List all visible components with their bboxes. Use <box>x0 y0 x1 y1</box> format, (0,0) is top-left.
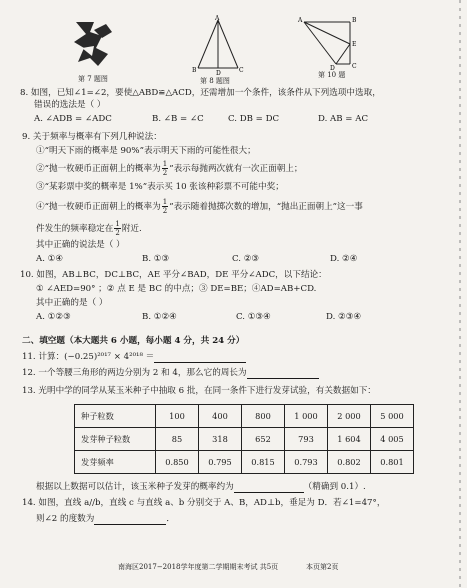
q9-statement-2-text: ②“抛一枚硬币正面朝上的概率为 <box>36 164 161 174</box>
q9-option-b: B. ①③ <box>142 254 170 264</box>
q13-conclusion <box>36 482 366 493</box>
q10-option-a: A. ①②③ <box>36 312 71 322</box>
figure-8-caption: 第 8 题图 <box>200 77 230 85</box>
figure-10-caption: 第 10 题 <box>318 71 346 79</box>
table-cell: 0.793 <box>285 451 328 474</box>
seed-table <box>74 404 414 474</box>
q9-option-a: A. ①④ <box>36 254 64 264</box>
table-cell: 85 <box>156 428 199 451</box>
q10-option-d: D. ②③④ <box>326 312 362 322</box>
answer-blank[interactable] <box>94 524 166 525</box>
svg-text:D: D <box>330 65 335 70</box>
table-cell: 0.802 <box>328 451 371 474</box>
table-cell: 400 <box>199 405 242 428</box>
q12 <box>22 368 319 379</box>
section-2-title: 二、填空题（本大题共 6 小题，每小题 4 分，共 24 分） <box>22 336 245 346</box>
fraction-one-half: $\frac{1}{2}$ <box>162 198 168 215</box>
table-cell: 1 000 <box>285 405 328 428</box>
figure-7-drawing <box>68 18 128 70</box>
q13-precision-note: （精确到 0.1）. <box>303 482 366 492</box>
table-cell: 0.801 <box>371 451 414 474</box>
table-cell: 0.815 <box>242 451 285 474</box>
q8-option-a: A. ∠ADB = ∠ADC <box>34 114 112 124</box>
q13: 13. 光明中学的同学从某玉米种子中抽取 6 批，在同一条件下进行发芽试验，有关数据如下： <box>22 386 376 396</box>
q9-statement-1: ①“明天下雨的概率是 90%”表示明天下雨的可能性很大； <box>36 146 256 156</box>
q14-end: ． <box>166 514 175 524</box>
svg-text:C: C <box>239 67 244 74</box>
q14-line-2 <box>36 514 175 525</box>
q9-statement-2-tail: ”表示每抛两次就有一次正面朝上； <box>169 164 303 174</box>
fraction-one-half: $\frac{1}{2}$ <box>162 160 168 177</box>
binding-edge-marks <box>457 0 463 588</box>
table-cell: 652 <box>242 428 285 451</box>
svg-text:D: D <box>216 70 221 76</box>
q11 <box>22 352 246 363</box>
table-cell: 4 005 <box>371 428 414 451</box>
q10-stem: 10. 如图，AB⊥BC，DC⊥BC，AE 平分∠BAD，DE 平分∠ADC，以下结论： <box>20 270 327 280</box>
svg-text:B: B <box>192 67 197 74</box>
q8-stem-2: 错误的选法是（ ） <box>34 100 106 110</box>
svg-text:B: B <box>352 17 357 24</box>
q8-option-c: C. DB = DC <box>228 114 280 124</box>
q9-statement-2 <box>36 160 303 177</box>
table-cell: 1 604 <box>328 428 371 451</box>
table-cell: 5 000 <box>371 405 414 428</box>
table-cell: 0.850 <box>156 451 199 474</box>
q8-option-b: B. ∠B = ∠C <box>152 114 204 124</box>
q14-line-1: 14. 如图，直线 a//b，直线 c 与直线 a、b 分别交于 A、B，AD⊥b，垂足为 D．若∠1=47°， <box>22 498 386 508</box>
answer-blank[interactable] <box>234 492 304 493</box>
answer-blank[interactable] <box>154 362 246 363</box>
q9-statement-4-cont-text: 件发生的频率稳定在 <box>36 224 114 234</box>
table-header-cell: 发芽频率 <box>75 451 156 474</box>
fraction-one-half: $\frac{1}{2}$ <box>115 220 120 237</box>
q9-option-d: D. ②④ <box>330 254 358 264</box>
q9-statement-4 <box>36 198 363 215</box>
q10-ask: 其中正确的是（ ） <box>36 298 108 308</box>
q13-conclusion-text: 根据以上数据可以估计，该玉米种子发芽的概率约为 <box>36 482 234 492</box>
q8-stem: 8. 如图，已知∠1=∠2，要使△ABD≌△ACD，还需增加一个条件，该条件从下列选项中选取， <box>20 88 381 98</box>
svg-text:A: A <box>215 15 220 22</box>
table-cell: 0.795 <box>199 451 242 474</box>
table-row <box>75 405 414 428</box>
figure-10-drawing <box>296 14 360 70</box>
figure-7-caption: 第 7 题图 <box>78 75 108 83</box>
table-row <box>75 428 414 451</box>
q9-statement-4-cont <box>36 220 142 237</box>
table-header-cell: 种子粒数 <box>75 405 156 428</box>
q9-statement-4-end: 附近. <box>121 224 142 234</box>
q9-stem: 9. 关于频率与概率有下列几种说法： <box>22 132 162 142</box>
q9-option-c: C. ②③ <box>232 254 260 264</box>
table-cell: 100 <box>156 405 199 428</box>
svg-text:C: C <box>352 63 357 70</box>
q8-option-d: D. AB = AC <box>318 114 369 124</box>
table-cell: 800 <box>242 405 285 428</box>
q11-text: 11. 计算：(−0.25)²⁰¹⁷ × 4²⁰¹⁸ ＝ <box>22 352 155 362</box>
q12-text: 12. 一个等腰三角形的两边分别为 2 和 4，那么它的周长为 <box>22 368 247 378</box>
svg-text:E: E <box>352 41 357 48</box>
svg-text:A: A <box>298 17 303 24</box>
table-cell: 318 <box>199 428 242 451</box>
q10-conclusions: ① ∠AED=90° ；② 点 E 是 BC 的中点；③ DE=BE；④AD=AB+CD. <box>36 284 317 294</box>
q9-statement-3: ③“某彩票中奖的概率是 1%”表示买 10 张该种彩票不可能中奖； <box>36 182 284 192</box>
footer-left: 南海区2017−2018学年度第二学期期末考试 共5页 <box>118 563 279 571</box>
footer-right: 本页第2页 <box>306 563 339 571</box>
answer-blank[interactable] <box>247 378 319 379</box>
table-cell: 2 000 <box>328 405 371 428</box>
figure-8-drawing <box>190 14 246 76</box>
q9-statement-4-tail: ”表示随着抛掷次数的增加，“抛出正面朝上”这一事 <box>169 202 363 212</box>
q9-statement-4-text: ④“抛一枚硬币正面朝上的概率为 <box>36 202 161 212</box>
q9-ask: 其中正确的说法是（ ） <box>36 240 125 250</box>
table-cell: 793 <box>285 428 328 451</box>
table-row <box>75 451 414 474</box>
q14-text: 则∠2 的度数为 <box>36 514 95 524</box>
q10-option-b: B. ①②④ <box>142 312 177 322</box>
q10-option-c: C. ①③④ <box>236 312 271 322</box>
table-header-cell: 发芽种子粒数 <box>75 428 156 451</box>
